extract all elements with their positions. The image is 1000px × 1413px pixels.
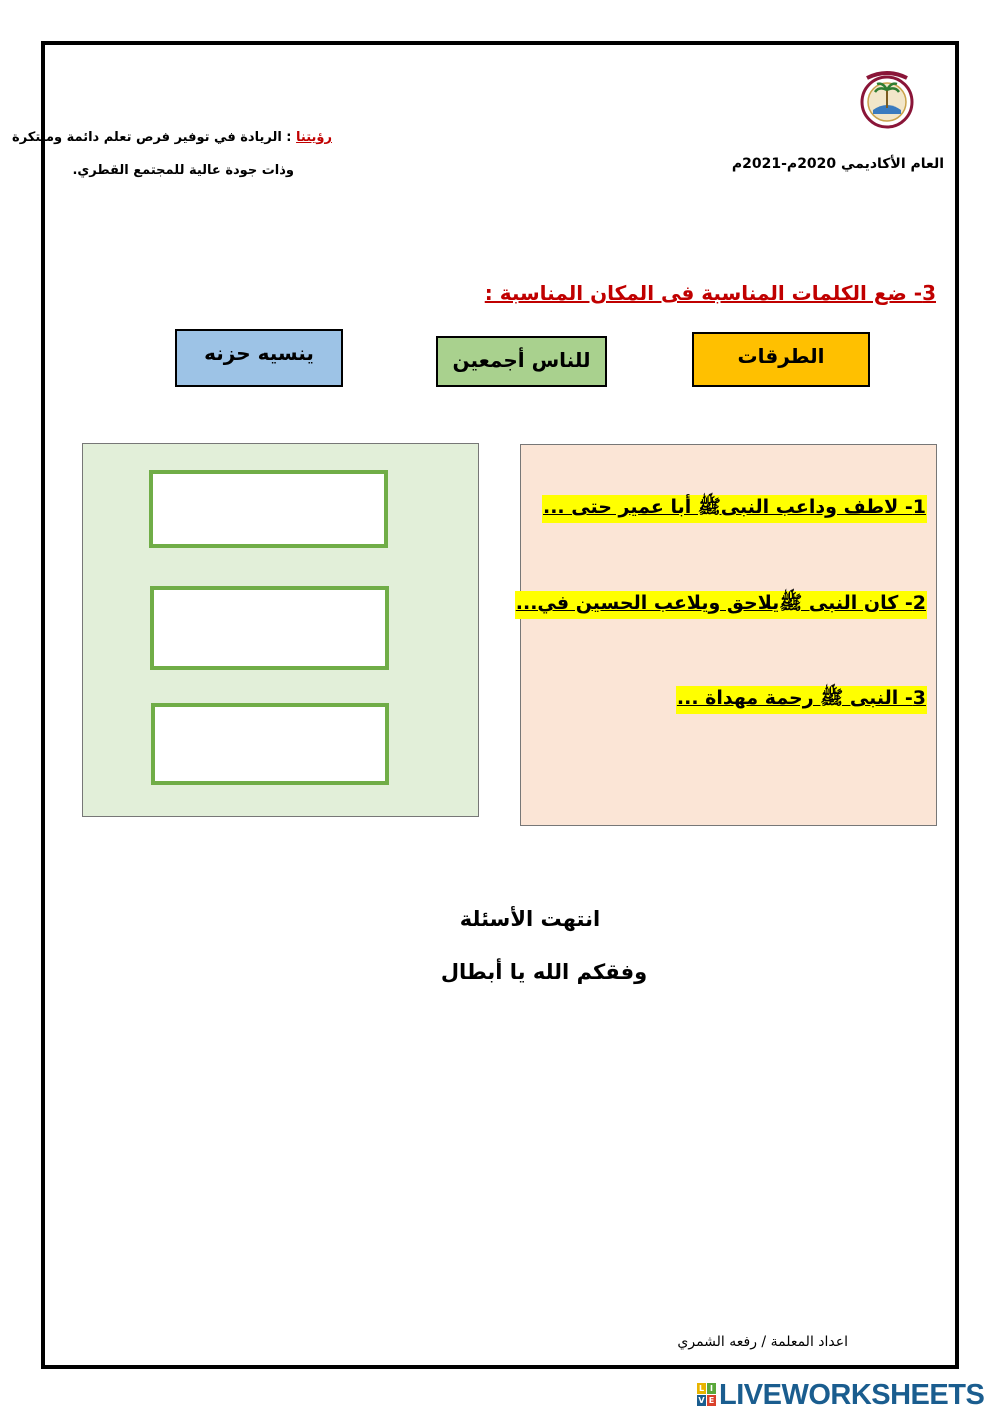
answer-slot-1[interactable]	[149, 470, 388, 548]
vision-label: رؤيتنا	[296, 130, 332, 145]
exercise-title: 3- ضع الكلمات المناسبة فى المكان المناسبة :	[484, 281, 936, 305]
question-2: 2- كان النبى ﷺيلاحق ويلاعب الحسين في...	[515, 591, 927, 619]
answer-slot-3[interactable]	[151, 703, 389, 785]
vision-statement	[12, 130, 332, 145]
liveworksheets-wordmark: LIVEWORKSHEETS	[719, 1378, 985, 1411]
good-luck-message: وفقكم الله يا أبطال	[440, 960, 648, 984]
end-of-questions: انتهت الأسئلة	[459, 907, 601, 931]
vision-text: : الريادة في توفير فرص تعلم دائمة ومبتكرة	[12, 130, 297, 145]
vision-line-2: وذات جودة عالية للمجتمع القطري.	[72, 163, 294, 178]
question-1: 1- لاطف وداعب النبىﷺ أبا عمير حتى ...	[542, 495, 927, 523]
word-card-all-people[interactable]: للناس أجمعين	[436, 336, 607, 387]
question-3: 3- النبى ﷺ رحمة مهداة ...	[676, 686, 927, 714]
liveworksheets-logo	[697, 1378, 984, 1412]
word-card-roads[interactable]: الطرقات	[692, 332, 870, 387]
prepared-by: اعداد المعلمة / رفعه الشمري	[677, 1334, 848, 1350]
ministry-logo	[853, 70, 921, 130]
answer-slot-2[interactable]	[150, 586, 389, 670]
academic-year: العام الأكاديمي 2020م-2021م	[731, 156, 944, 172]
word-card-forget-sadness[interactable]: ينسيه حزنه	[175, 329, 343, 387]
liveworksheets-icon: L I V E	[698, 1384, 715, 1405]
